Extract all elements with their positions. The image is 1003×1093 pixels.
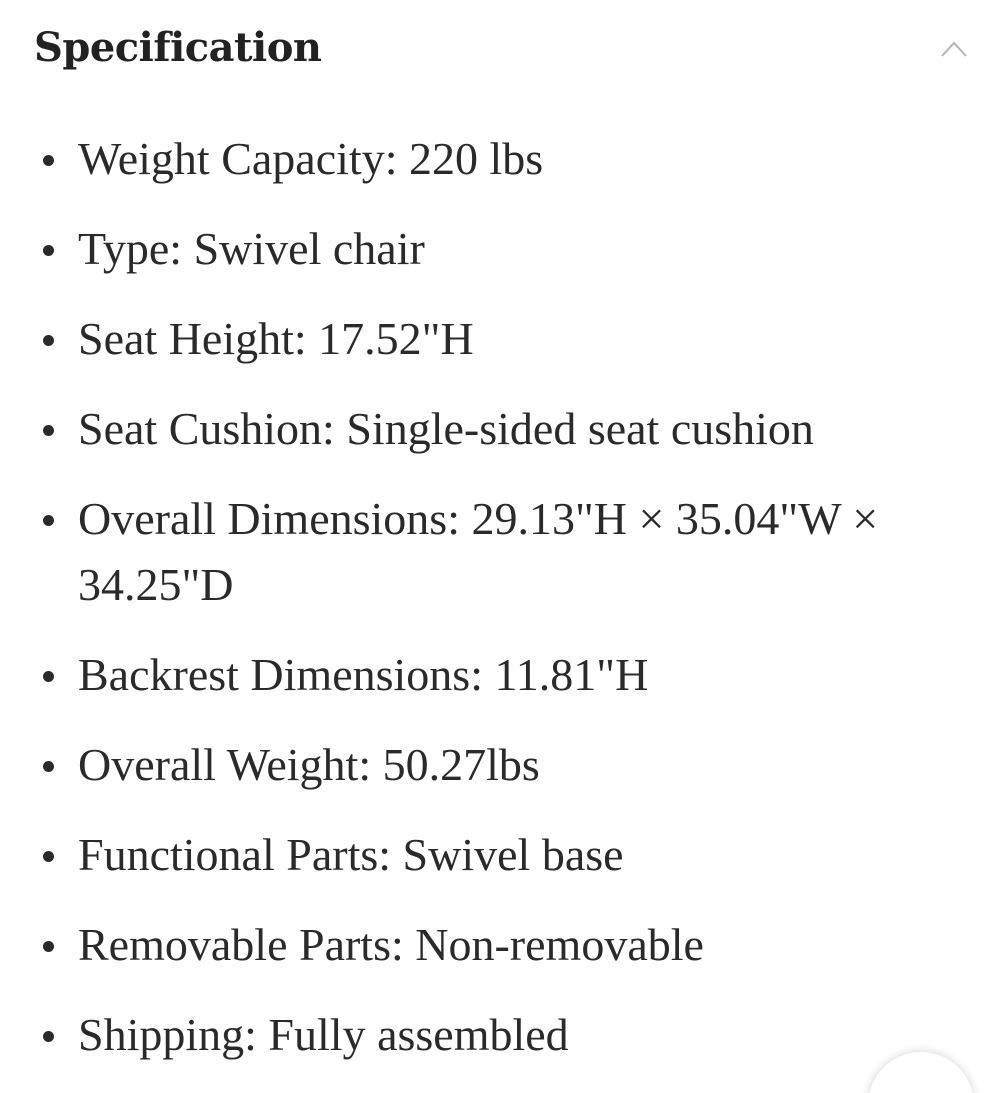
bullet-icon [43,515,54,526]
spec-text: Seat Cushion: Single-sided seat cushion [78,403,814,454]
spec-text: Type: Swivel chair [78,223,425,274]
spec-text: Functional Parts: Swivel base [78,829,624,880]
spec-item [0,126,1003,192]
spec-item [0,642,1003,708]
bullet-icon [43,425,54,436]
spec-item [0,486,1003,618]
bullet-icon [43,335,54,346]
bullet-icon [43,761,54,772]
spec-item [0,306,1003,372]
section-title: Specification [34,24,322,71]
spec-item [0,912,1003,978]
spec-item [0,822,1003,888]
specification-accordion-header[interactable] [0,0,1003,100]
bullet-icon [43,245,54,256]
chevron-up-icon[interactable] [941,40,967,58]
specification-list [0,126,1003,1092]
spec-item [0,1002,1003,1068]
spec-item [0,216,1003,282]
spec-text: Overall Dimensions: 29.13"H × 35.04"W × 34.25"D [78,493,879,610]
spec-item [0,396,1003,462]
spec-text: Removable Parts: Non-removable [78,919,704,970]
spec-item [0,732,1003,798]
bullet-icon [43,671,54,682]
bullet-icon [43,941,54,952]
bullet-icon [43,1031,54,1042]
spec-text: Overall Weight: 50.27lbs [78,739,540,790]
bullet-icon [43,851,54,862]
spec-text: Seat Height: 17.52"H [78,313,474,364]
spec-text: Weight Capacity: 220 lbs [78,133,544,184]
spec-text: Shipping: Fully assembled [78,1009,569,1060]
bullet-icon [43,155,54,166]
spec-text: Backrest Dimensions: 11.81"H [78,649,649,700]
